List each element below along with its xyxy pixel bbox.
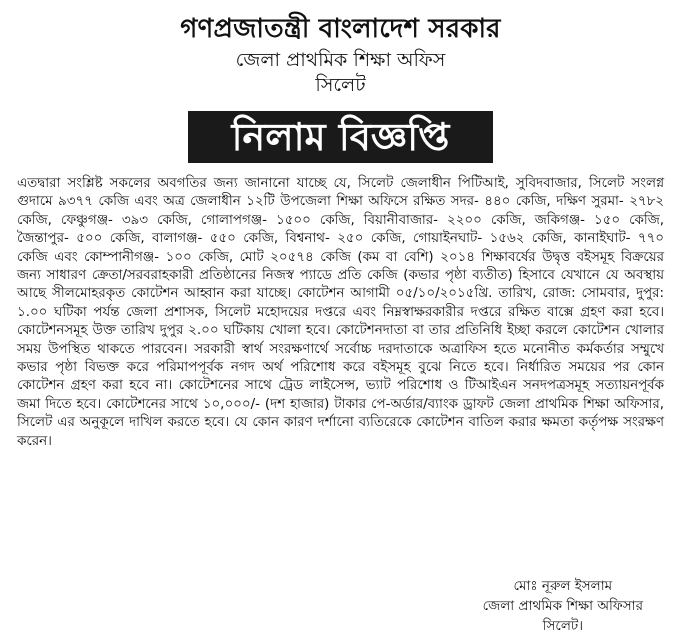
district-name: সিলেট xyxy=(315,74,366,96)
notice-title: নিলাম বিজ্ঞপ্তি xyxy=(188,111,494,163)
signatory-location: সিলেট। xyxy=(542,618,584,634)
notice-header xyxy=(17,0,664,97)
signatory-name: মোঃ নূরুল ইসলাম xyxy=(513,578,613,594)
office-name: জেলা প্রাথমিক শিক্ষা অফিস xyxy=(235,49,446,71)
notice-body: এতদ্বারা সংশ্লিষ্ট সকলের অবগতির জন্য জানানো যাচ্ছে যে, সিলেট জেলাধীন পিটিআই, সুবিদবাজার, সিলেট সংলগ্ন গুদামে ৯৩৭৭ কেজি এবং অত্র জেলাধীন ১২টি উপজেলা শিক্ষা অফিসে রক্ষিত সদর- ৪৪০ কেজি, দক্ষিণ সুরমা- ২৭৮২ কেজি, ফেঞ্চুগঞ্জ- ৩৯৩ কেজি, গোলাপগঞ্জ- ১৫০০ কেজি, বিয়ানীবাজার- ২২০০ কেজি, জকিগঞ্জ- ১৫০ কেজি, জৈন্তাপুর- ৫০০ কেজি, বালাগঞ্জ- ৫৫০ কেজি, বিশ্বনাথ- ২৫০ কেজি, গোয়াইনঘাট- ১৫৬২ কেজি, কানাইঘাট- ৭৭০ কেজি এবং কোম্পানীগঞ্জ- ১০০ কেজি, মোট ২০৫৭৪ কেজি (কম বা বেশি) ২০১৪ শিক্ষাবর্ষের উদ্বৃত্ত বইসমূহ বিক্রয়ের জন্য সাধারণ ক্রেতা/সরবরাহকারী প্রতিষ্ঠানের নিজস্ব প্যাডে প্রতি কেজি (কভার পৃষ্ঠা ব্যতীত) হিসাবে যেখানে যে অবস্থায় আছে সীলমোহরকৃত কোটেশন আহ্বান করা যাচ্ছে। কোটেশন আগামী ০৫/১০/২০১৫খ্রি. তারিখ, রোজ: সোমবার, দুপুর: ১.০০ ঘটিকা পর্যন্ত জেলা প্রশাসক, সিলেট মহোদয়ের দপ্তরে এবং নিম্নস্বাক্ষরকারীর দপ্তরে রক্ষিত বাক্সে গ্রহণ করা হবে। কোটেশনসমূহ উক্ত তারিখ দুপুর ২.০০ ঘটিকায় খোলা হবে। কোটেশনদাতা বা তার প্রতিনিধি ইচ্ছা করলে কোটেশন খোলার সময় উপস্থিত থাকতে পারবেন। সরকারী স্বার্থ সংরক্ষণার্থে সর্বোচ্চ দরদাতাকে অত্রাফিস হতে মনোনীত কর্মকর্তার সম্মুখে কভার পৃষ্ঠা বিভক্ত করে পরিমাপপূর্বক নগদ অর্থ পরিশোধ করে বইসমূহ বুঝে নিতে হবে। নির্ধারিত সময়ের পর কোন কোটেশন গ্রহণ করা হবে না। কোটেশনের সাথে ট্রেড লাইসেন্স, ভ্যাট পরিশোধ ও টিআইএন সনদপত্রসমূহ সত্যায়নপূর্বক জমা দিতে হবে। কোটেশনের সাথে ১০,০০০/- (দশ হাজার) টাকার পে-অর্ডার/ব্যাংক ড্রাফট জেলা প্রাথমিক শিক্ষা অফিসার, সিলেট এর অনুকূলে দাখিল করতে হবে। যে কোন কারণ দর্শানো ব্যতিরেকে কোটেশন বাতিল করার ক্ষমতা কর্তৃপক্ষ সংরক্ষণ করেন। xyxy=(17,176,664,449)
signatory-designation: জেলা প্রাথমিক শিক্ষা অফিসার xyxy=(482,598,643,614)
signature-block xyxy=(483,576,643,636)
notice-title-wrap xyxy=(17,111,664,163)
government-title: গণপ্রজাতন্ত্রী বাংলাদেশ সরকার xyxy=(180,14,501,44)
